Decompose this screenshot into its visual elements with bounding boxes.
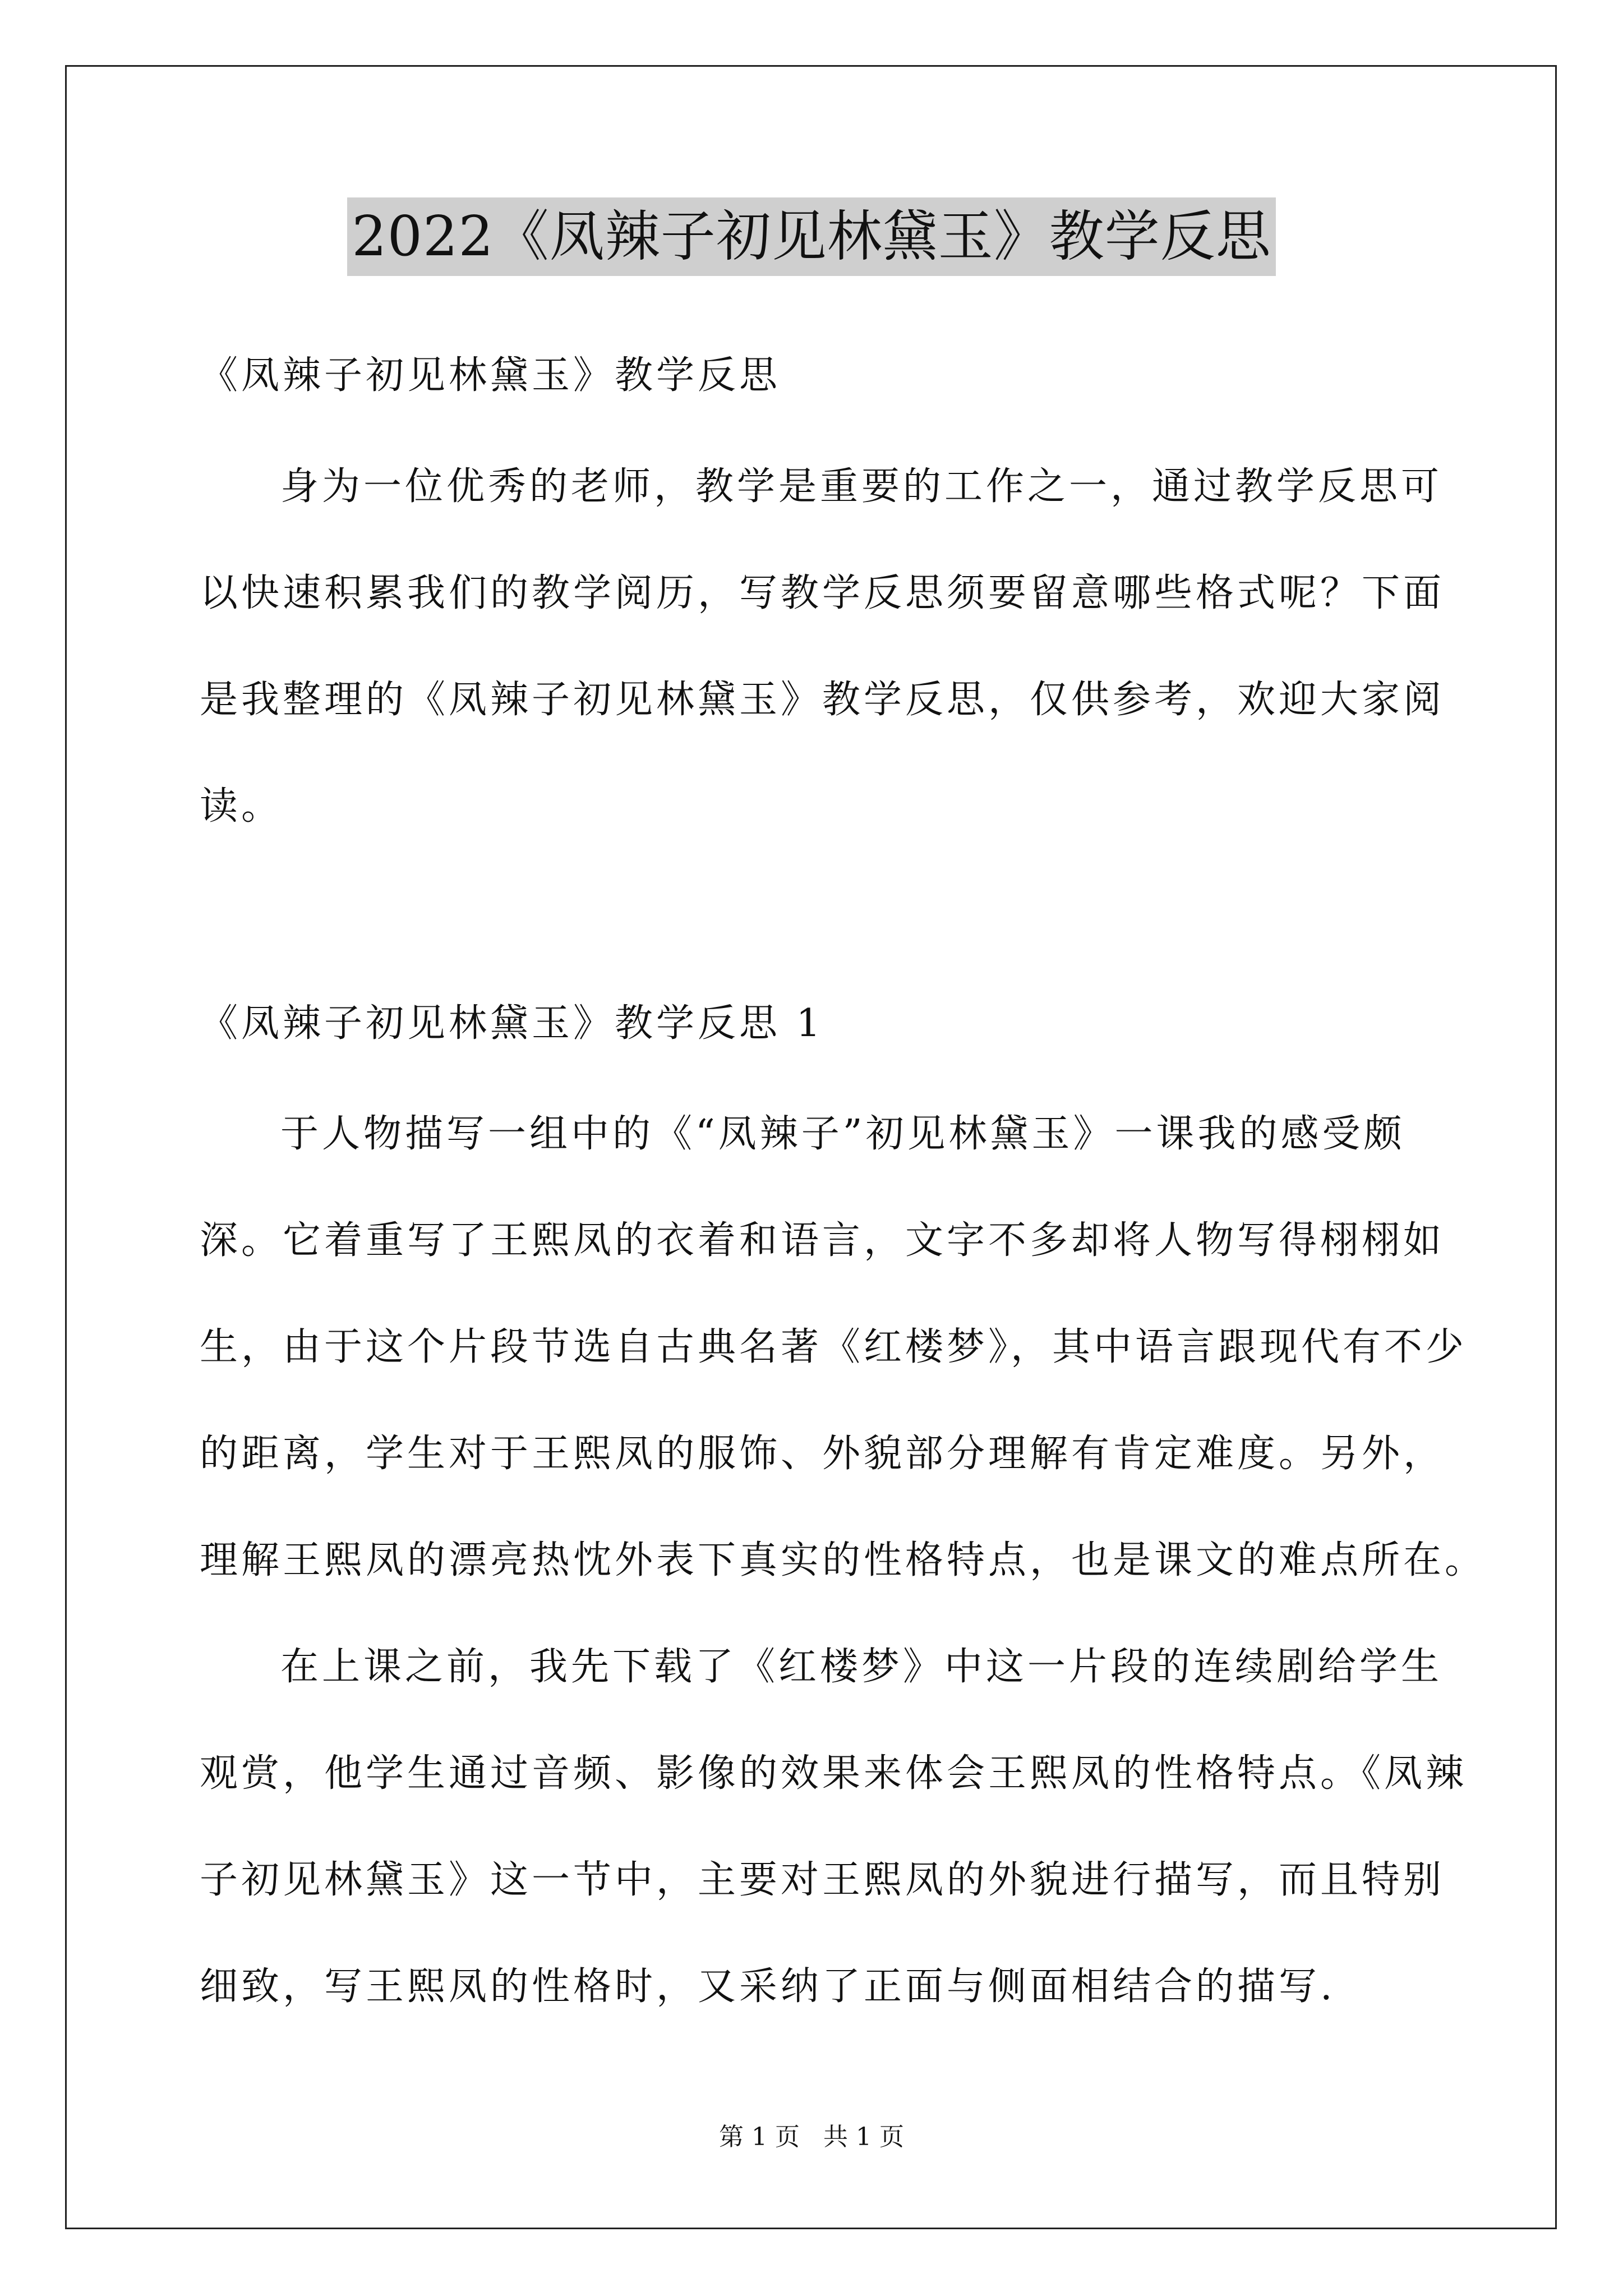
p2-line-4: 细致，写王熙凤的性格时，又采纳了正面与侧面相结合的描写. [200,1964,1336,2009]
p1-line-1: 于人物描写一组中的《“凤辣子”初见林黛玉》一课我的感受颇 [280,1112,1405,1156]
p1-line-5: 理解王熙凤的漂亮热忱外表下真实的性格特点，也是课文的难点所在。 [200,1538,1487,1582]
p2-line-3: 子初见林黛玉》这一节中，主要对王熙凤的外貌进行描写，而且特别 [200,1858,1445,1902]
p2-line-2: 观赏，他学生通过音频、影像的效果来体会王熙凤的性格特点。《凤辣 [200,1751,1468,1796]
intro-line-1: 身为一位优秀的老师，教学是重要的工作之一，通过教学反思可 [280,464,1443,509]
intro-line-3: 是我整理的《凤辣子初见林黛玉》教学反思，仅供参考，欢迎大家阅 [200,678,1445,722]
p1-line-3: 生，由于这个片段节选自古典名著《红楼梦》，其中语言跟现代有不少 [200,1325,1468,1369]
title-container [0,197,1623,276]
p1-line-2: 深。它着重写了王熙凤的衣着和语言，文字不多却将人物写得栩栩如 [200,1218,1445,1263]
intro-line-2: 以快速积累我们的教学阅历，写教学反思须要留意哪些格式呢？下面 [200,571,1445,615]
intro-heading: 《凤辣子初见林黛玉》教学反思 [200,353,781,398]
p2-line-1: 在上课之前，我先下载了《红楼梦》中这一片段的连续剧给学生 [280,1645,1443,1689]
section1-heading: 《凤辣子初见林黛玉》教学反思 1 [200,1001,824,1046]
p1-line-4: 的距离，学生对于王熙凤的服饰、外貌部分理解有肯定难度。另外， [200,1432,1445,1476]
document-title: 2022《凤辣子初见林黛玉》教学反思 [347,197,1275,276]
intro-line-4: 读。 [200,784,283,829]
page-footer: 第 1 页 共 1 页 [719,2123,904,2151]
